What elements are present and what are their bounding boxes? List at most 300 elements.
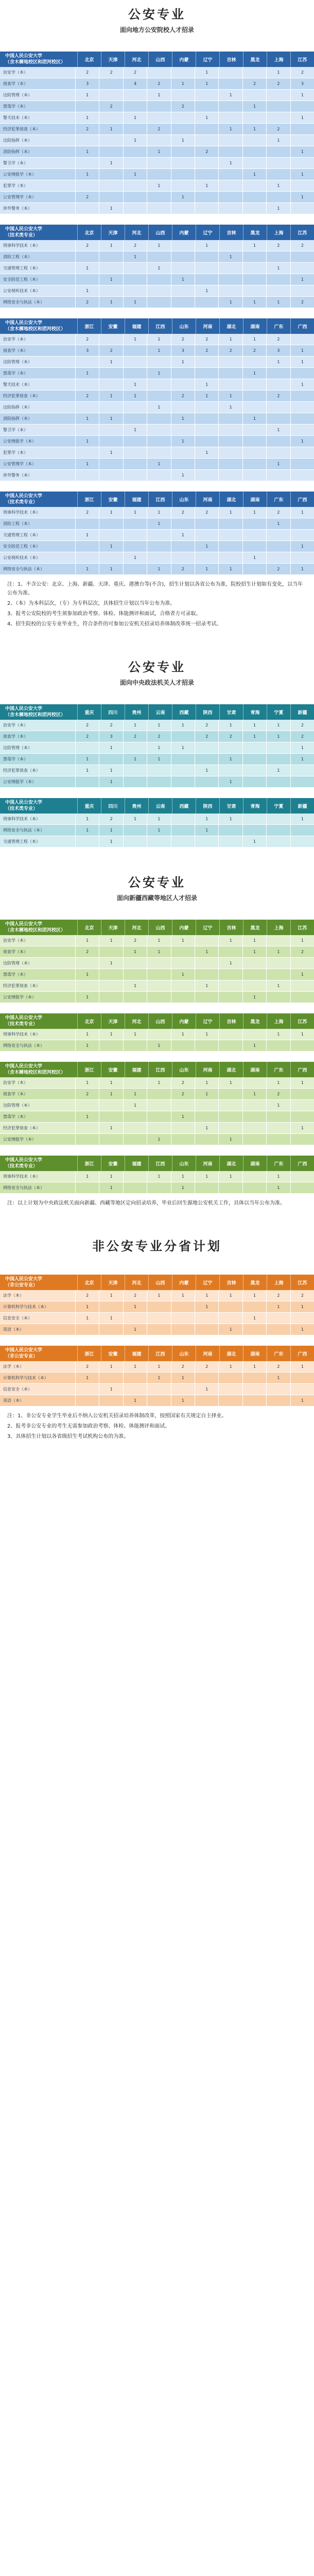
quota-cell [195, 1111, 218, 1122]
quota-cell [99, 192, 123, 202]
quota-cell [123, 274, 147, 285]
quota-cell [195, 836, 218, 847]
quota-cell: 1 [218, 564, 242, 574]
major-name: 禁毒学（本） [0, 1111, 75, 1122]
table-header [0, 1062, 314, 1077]
quota-cell: 1 [218, 935, 242, 946]
quota-cell: 2 [75, 297, 99, 308]
quota-cell: 1 [123, 1395, 147, 1406]
quota-cell [99, 402, 123, 413]
school-subname: （含木樨地校区和团河校区） [5, 1070, 66, 1075]
quota-cell [147, 1182, 170, 1193]
table-row [0, 1100, 314, 1111]
quota-cell [171, 836, 195, 847]
province-header: 河北 [125, 1013, 148, 1029]
quota-cell [242, 251, 266, 262]
school-name: 中国人民公安大学 [5, 227, 43, 232]
quota-cell: 1 [242, 413, 266, 424]
quota-cell [123, 192, 147, 202]
school-name-cell [0, 318, 77, 334]
quota-cell [99, 112, 123, 123]
quota-cell: 1 [290, 814, 314, 824]
school-subname: （含木樨地校区和团河校区） [5, 327, 66, 332]
quota-cell [147, 436, 170, 447]
province-header: 广东 [267, 1062, 290, 1077]
school-name-cell [0, 704, 77, 720]
province-header: 河南 [196, 1156, 219, 1171]
quota-cell: 1 [290, 169, 314, 180]
table-header [0, 52, 314, 67]
quota-cell [123, 470, 147, 481]
quota-cell [171, 180, 195, 191]
quota-cell [171, 552, 195, 563]
quota-cell: 1 [147, 507, 170, 518]
major-name: 计算机科学与技术（本） [0, 1301, 75, 1312]
quota-cell [195, 203, 218, 214]
province-header: 山东 [172, 1346, 196, 1361]
quota-cell: 1 [266, 180, 290, 191]
province-header: 山西 [148, 1275, 172, 1290]
quota-cell [242, 192, 266, 202]
province-header: 广东 [267, 1156, 290, 1171]
table-row [0, 459, 314, 470]
major-name: 治安学（本） [0, 720, 75, 731]
province-header: 陕西 [196, 704, 219, 720]
table-row [0, 518, 314, 530]
quota-cell [99, 334, 123, 345]
table-row [0, 731, 314, 742]
quota-cell [171, 1313, 195, 1324]
quota-cell: 1 [242, 1040, 266, 1051]
quota-cell [218, 180, 242, 191]
quota-cell [99, 1372, 123, 1383]
quota-cell [75, 776, 99, 787]
province-header: 山西 [148, 52, 172, 67]
quota-cell: 1 [218, 1290, 242, 1301]
table-row [0, 742, 314, 754]
quota-cell [218, 285, 242, 296]
major-name: 边防管理（本） [0, 742, 75, 753]
major-name: 交通管理工程（本） [0, 263, 75, 274]
quota-cell: 2 [123, 240, 147, 251]
quota-cell: 1 [171, 742, 195, 753]
province-header: 山东 [172, 1062, 196, 1077]
quota-cell: 1 [218, 776, 242, 787]
quota-cell [242, 754, 266, 765]
quota-cell: 1 [266, 459, 290, 469]
quota-cell [290, 203, 314, 214]
table-row [0, 169, 314, 180]
province-header: 吉林 [219, 1275, 243, 1290]
province-header: 青海 [243, 798, 267, 814]
quota-cell: 1 [218, 251, 242, 262]
quota-cell [123, 992, 147, 1003]
quota-cell [218, 379, 242, 390]
quota-cell: 1 [123, 425, 147, 435]
quota-cell [171, 425, 195, 435]
quota-cell [99, 436, 123, 447]
quota-cell [123, 345, 147, 356]
quota-cell [195, 470, 218, 481]
quota-cell: 1 [242, 169, 266, 180]
quota-cell [147, 447, 170, 458]
quota-cell: 1 [123, 169, 147, 180]
table-header [0, 225, 314, 240]
school-subname: （技术类专业） [5, 500, 38, 505]
quota-cell [99, 1040, 123, 1051]
quota-cell: 2 [75, 1290, 99, 1301]
major-name: 交通管理工程（本） [0, 836, 75, 847]
table-row [0, 1372, 314, 1384]
quota-cell [123, 447, 147, 458]
quota-cell [242, 1111, 266, 1122]
table-row [0, 470, 314, 481]
quota-cell [99, 78, 123, 89]
quota-cell [218, 1182, 242, 1193]
quota-cell: 1 [195, 1077, 218, 1088]
quota-cell [195, 992, 218, 1003]
quota-cell [290, 1134, 314, 1145]
table-row [0, 203, 314, 214]
quota-cell [218, 541, 242, 552]
quota-cell [123, 146, 147, 157]
quota-cell [266, 169, 290, 180]
quota-cell: 1 [266, 425, 290, 435]
section-subtitle: 面向新疆西藏等地区人才招录 [116, 894, 197, 902]
province-header: 山西 [148, 1013, 172, 1029]
quota-cell [195, 436, 218, 447]
province-header: 西藏 [172, 704, 196, 720]
quota-cell: 1 [75, 754, 99, 765]
quota-cell [147, 992, 170, 1003]
school-subname: （技术类专业） [5, 806, 38, 811]
quota-cell [123, 836, 147, 847]
quota-cell [99, 146, 123, 157]
quota-cell: 1 [171, 1029, 195, 1040]
quota-cell [266, 814, 290, 824]
table-row [0, 564, 314, 575]
quota-cell [290, 1100, 314, 1111]
quota-cell [290, 552, 314, 563]
quota-cell: 2 [290, 67, 314, 78]
quota-cell: 1 [195, 240, 218, 251]
quota-cell: 1 [75, 765, 99, 776]
quota-cell: 3 [171, 345, 195, 356]
school-subname: （含木樨地校区和团河校区） [5, 928, 66, 933]
quota-cell [195, 530, 218, 540]
major-name: 警卫学（本） [0, 158, 75, 168]
quota-cell [242, 274, 266, 285]
quota-cell [218, 67, 242, 78]
province-header: 湖南 [243, 318, 267, 334]
quota-cell [171, 90, 195, 100]
quota-cell [218, 1372, 242, 1383]
quota-cell [75, 1384, 99, 1395]
province-header: 黑龙 [243, 1013, 267, 1029]
quota-cell [99, 379, 123, 390]
province-header: 贵州 [125, 704, 148, 720]
quota-cell [242, 447, 266, 458]
quota-cell: 1 [266, 357, 290, 367]
province-header: 江西 [148, 492, 172, 507]
quota-cell: 1 [75, 90, 99, 100]
quota-cell: 1 [218, 391, 242, 401]
quota-cell: 3 [290, 78, 314, 89]
quota-cell: 2 [99, 67, 123, 78]
quota-cell [218, 980, 242, 991]
table-row [0, 1395, 314, 1406]
quota-cell: 2 [171, 507, 195, 518]
quota-cell: 2 [75, 240, 99, 251]
province-header: 河北 [125, 1275, 148, 1290]
quota-cell [147, 357, 170, 367]
quota-cell [242, 285, 266, 296]
quota-cell: 1 [147, 180, 170, 191]
school-name-cell [0, 1156, 77, 1171]
quota-cell: 2 [123, 1290, 147, 1301]
quota-cell: 1 [290, 1077, 314, 1088]
quota-cell: 1 [266, 67, 290, 78]
quota-cell [171, 1134, 195, 1145]
province-header: 河北 [125, 225, 148, 240]
quota-cell [195, 251, 218, 262]
quota-cell [242, 1324, 266, 1335]
quota-cell: 2 [266, 564, 290, 574]
school-subname: （含木樨地校区和团河校区） [5, 60, 66, 65]
province-header: 天津 [101, 225, 125, 240]
quota-cell: 1 [242, 552, 266, 563]
quota-cell [147, 470, 170, 481]
quota-cell: 2 [75, 334, 99, 345]
quota-cell: 2 [195, 345, 218, 356]
quota-cell: 1 [218, 90, 242, 100]
school-name: 中国人民公安大学 [5, 1015, 43, 1021]
table-row [0, 101, 314, 112]
quota-cell: 1 [123, 1029, 147, 1040]
quota-cell [171, 1384, 195, 1395]
province-header: 上海 [267, 920, 290, 935]
table-row [0, 368, 314, 379]
quota-cell [123, 1384, 147, 1395]
section-divider [0, 1445, 314, 1465]
quota-cell [123, 541, 147, 552]
province-header: 天津 [101, 52, 125, 67]
quota-cell: 1 [99, 124, 123, 134]
quota-cell: 1 [123, 334, 147, 345]
province-header: 山西 [148, 225, 172, 240]
quota-cell: 1 [99, 541, 123, 552]
quota-cell [242, 564, 266, 574]
quota-cell: 2 [266, 78, 290, 89]
major-name: 治安学（本） [0, 1077, 75, 1088]
quota-cell: 1 [290, 1123, 314, 1133]
quota-cell: 1 [195, 980, 218, 991]
province-header: 安徽 [101, 318, 125, 334]
quota-cell: 1 [266, 1372, 290, 1383]
quota-cell [147, 980, 170, 991]
quota-cell [266, 742, 290, 753]
quota-cell [218, 413, 242, 424]
quota-cell: 1 [290, 754, 314, 765]
quota-cell [171, 731, 195, 742]
major-name: 消防指挥（本） [0, 413, 75, 424]
province-header: 天津 [101, 920, 125, 935]
province-header: 黑龙 [243, 52, 267, 67]
quota-cell: 1 [75, 935, 99, 946]
quota-cell [171, 285, 195, 296]
province-header: 上海 [267, 225, 290, 240]
table-row [0, 240, 314, 251]
quota-cell [242, 1029, 266, 1040]
table-row [0, 958, 314, 969]
table-header [0, 492, 314, 507]
section-title: 非公安专业分省计划 [92, 1239, 222, 1253]
province-header: 辽宁 [196, 225, 219, 240]
quota-cell: 1 [242, 240, 266, 251]
province-header: 内蒙 [172, 1275, 196, 1290]
quota-cell [171, 251, 195, 262]
table-row [0, 285, 314, 297]
section-title: 公安专业 [128, 7, 186, 22]
province-header: 浙江 [77, 1156, 101, 1171]
quota-cell: 3 [99, 731, 123, 742]
major-name: 边防管理（本） [0, 90, 75, 100]
quota-cell [290, 1313, 314, 1324]
province-header: 贵州 [125, 798, 148, 814]
school-name: 中国人民公安大学 [5, 320, 43, 326]
quota-cell [147, 530, 170, 540]
quota-cell: 2 [195, 720, 218, 731]
quota-cell: 1 [290, 742, 314, 753]
quota-cell [195, 101, 218, 112]
major-name: 公安视听技术（本） [0, 552, 75, 563]
quota-cell [147, 1395, 170, 1406]
school-name-cell [0, 1275, 77, 1290]
quota-cell: 1 [99, 935, 123, 946]
quota-cell [171, 825, 195, 836]
quota-cell: 1 [99, 274, 123, 285]
quota-cell: 1 [195, 765, 218, 776]
school-name-cell [0, 492, 77, 507]
table-row [0, 124, 314, 135]
province-header: 浙江 [77, 318, 101, 334]
quota-cell: 2 [147, 78, 170, 89]
quota-cell [123, 158, 147, 168]
major-name: 安全防范工程（本） [0, 541, 75, 552]
quota-cell: 1 [195, 1089, 218, 1099]
quota-cell [123, 742, 147, 753]
quota-cell [266, 251, 290, 262]
quota-cell: 2 [266, 1361, 290, 1372]
quota-cell [242, 146, 266, 157]
major-name: 禁毒学（本） [0, 368, 75, 379]
quota-cell [242, 470, 266, 481]
quota-cell [99, 368, 123, 379]
quota-cell: 2 [75, 1361, 99, 1372]
quota-cell: 2 [171, 391, 195, 401]
quota-cell [218, 530, 242, 540]
province-header: 浙江 [77, 1062, 101, 1077]
quota-cell [266, 552, 290, 563]
major-name: 侦查学（本） [0, 78, 75, 89]
quota-cell: 1 [147, 1372, 170, 1383]
quota-cell [99, 263, 123, 274]
quota-cell [290, 158, 314, 168]
province-header: 北京 [77, 1275, 101, 1290]
table-row [0, 1123, 314, 1134]
major-name: 禁毒学（本） [0, 969, 75, 980]
major-name: 禁毒学（本） [0, 101, 75, 112]
quota-cell: 1 [242, 731, 266, 742]
major-name: 警犬技术（本） [0, 379, 75, 390]
table-header [0, 1156, 314, 1171]
quota-cell: 1 [99, 357, 123, 367]
quota-cell: 1 [195, 180, 218, 191]
quota-cell [147, 1123, 170, 1133]
quota-cell: 1 [218, 402, 242, 413]
province-header: 山东 [172, 1156, 196, 1171]
quota-cell [266, 1324, 290, 1335]
table-row [0, 334, 314, 345]
quota-cell [266, 436, 290, 447]
quota-cell: 1 [75, 1029, 99, 1040]
quota-cell: 1 [171, 357, 195, 367]
quota-cell [242, 1171, 266, 1182]
quota-cell: 1 [147, 518, 170, 529]
note-line: 3、具体招生计划以各省级招生考试机构公布的为准。 [7, 1434, 129, 1439]
quota-cell [195, 1324, 218, 1335]
quota-cell [147, 135, 170, 146]
quota-cell [99, 1324, 123, 1335]
quota-cell [195, 754, 218, 765]
quota-cell [242, 825, 266, 836]
quota-cell: 2 [266, 391, 290, 401]
quota-cell [266, 1111, 290, 1122]
quota-cell [242, 391, 266, 401]
quota-cell: 1 [171, 530, 195, 540]
province-header: 天津 [101, 1013, 125, 1029]
quota-cell [242, 67, 266, 78]
quota-cell: 1 [147, 1290, 170, 1301]
major-name: 经济犯罪侦查（本） [0, 124, 75, 134]
quota-cell [123, 368, 147, 379]
quota-cell [75, 425, 99, 435]
quota-cell: 2 [75, 391, 99, 401]
quota-cell: 1 [266, 731, 290, 742]
table-row [0, 251, 314, 263]
quota-cell [290, 1089, 314, 1099]
quota-cell: 2 [195, 507, 218, 518]
quota-cell [123, 1313, 147, 1324]
quota-cell [242, 518, 266, 529]
table-row [0, 776, 314, 788]
quota-cell [171, 958, 195, 969]
quota-cell [195, 425, 218, 435]
quota-cell [195, 776, 218, 787]
quota-cell: 1 [218, 297, 242, 308]
quota-cell [99, 459, 123, 469]
quota-cell [171, 459, 195, 469]
quota-cell [75, 158, 99, 168]
quota-cell [75, 518, 99, 529]
quota-cell: 1 [242, 297, 266, 308]
school-name-cell [0, 1013, 77, 1029]
major-name: 法学（本） [0, 1290, 75, 1301]
quota-cell: 1 [75, 825, 99, 836]
quota-cell [266, 158, 290, 168]
quota-cell [290, 368, 314, 379]
quota-cell [266, 90, 290, 100]
